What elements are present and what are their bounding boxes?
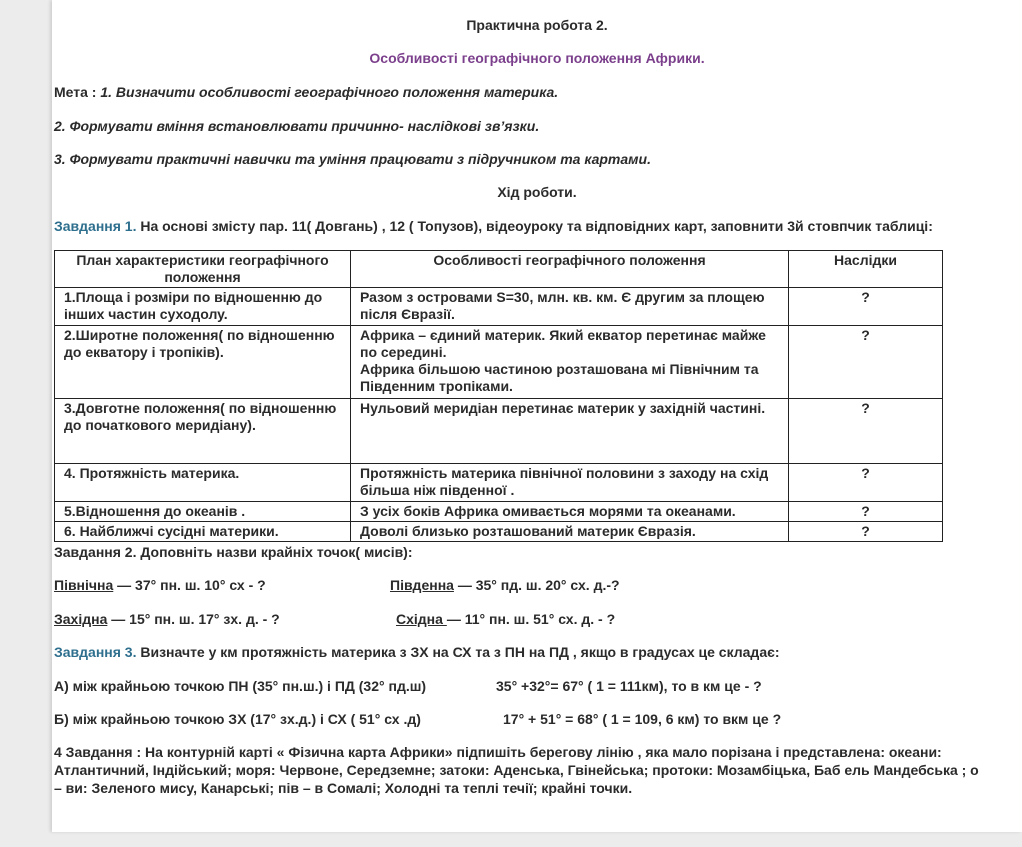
table-row [55,326,943,399]
cell-plan: 1.Площа і розміри по відношенню до інших частин суходолу. [55,288,351,326]
cell-features: Протяжність материка північної половини з заходу на схід більша ніж південної . [351,464,789,502]
cell-features [351,326,789,399]
task3-label: Завдання 3. [54,644,137,660]
south-point [390,577,620,594]
goal-item-1: 1. Визначити особливості географічного положення материка. [100,84,559,100]
progress-heading: Хід роботи. [497,184,577,200]
south-label: Південна [390,577,454,593]
page-subtitle: Особливості географічного положення Африки. [369,50,705,66]
cell-features: Доволі близько розташований материк Євразія. [351,522,789,542]
header-features: Особливості географічного положення [351,251,789,288]
task1-label: Завдання 1. [54,218,137,234]
north-point [54,577,266,594]
north-text: — 37° пн. ш. 10° сх - ? [113,577,266,593]
goal-label: Мета : [54,84,101,100]
cell-plan: 5.Відношення до океанів . [55,502,351,522]
table-header-row [55,251,943,288]
table-row [55,522,943,542]
task3-text: Визначте у км протяжність материка з ЗХ на СХ та з ПН на ПД , якщо в градусах це складає: [136,644,780,660]
west-point [54,611,280,628]
cell-features-line-1: Африка – єдиний материк. Який екватор перетинає майже по середині. [360,327,766,360]
cell-result: ? [789,326,943,399]
cell-result: ? [789,522,943,542]
table-row [55,464,943,502]
task2-label: Завдання 2. Доповніть назви крайніх точок( мисів): [54,544,413,560]
goal-line-1 [54,84,558,101]
task3-line [54,644,780,661]
task4-line-1: 4 Завдання : На контурній карті « Фізична карта Африки» підпишіть берегову лінію , яка мало порізана і представлена: океани: [54,744,942,760]
header-result: Наслідки [789,251,943,288]
task4-line-2: Атлантичний, Індійський; моря: Червоне, Середземне; затоки: Аденська, Гвінейська; протоки: Мозамбіцька, Баб ель Мандебська ; о [54,762,979,778]
task3-b-text: Б) між крайньою точкою ЗХ (17° зх.д.) і СХ ( 51° сх .д) [54,711,421,727]
header-plan: План характеристики географічного положення [55,251,351,288]
cell-features: Нульовий меридіан перетинає материк у західній частині. [351,399,789,464]
cell-plan: 6. Найближчі сусідні материки. [55,522,351,542]
east-text: — 11° пн. ш. 51° сх. д. - ? [446,611,616,627]
west-label: Західна [54,611,108,627]
cell-result: ? [789,399,943,464]
east-label: Східна [396,611,447,627]
cell-features: Разом з островами S=30, млн. кв. км. Є другим за площею після Євразії. [351,288,789,326]
west-text: — 15° пн. ш. 17° зх. д. - ? [107,611,280,627]
characteristics-table [54,250,943,542]
task4-line-3: – ви: Зеленого мису, Канарські; пів – в Сомалі; Холодні та теплі течії; крайні точки. [54,780,633,796]
task1-text: На основі змісту пар. 11( Довгань) , 12 ( Топузов), відеоуроку та відповідних карт, заповнити 3й стовпчик таблиці: [136,218,933,234]
cell-features-line-2: Африка більшою частиною розташована мі Північним та Південним тропіками. [360,361,759,394]
cell-plan: 2.Широтне положення( по відношенню до екватору і тропіків). [55,326,351,399]
goal-item-3: 3. Формувати практичні навички та уміння працювати з підручником та картами. [54,151,651,167]
task3-a-text: А) між крайньою точкою ПН (35° пн.ш.) і ПД (32° пд.ш) [54,678,427,694]
north-label: Північна [54,577,114,593]
goal-item-2: 2. Формувати вміння встановлювати причинно- наслідкові зв’язки. [54,118,540,134]
table-row [55,399,943,464]
cell-features: З усіх боків Африка омивається морями та океанами. [351,502,789,522]
table-row [55,288,943,326]
table-row [55,502,943,522]
cell-result: ? [789,502,943,522]
task1-line [54,218,933,235]
cell-result: ? [789,464,943,502]
east-point [396,611,615,628]
task2-heading [54,544,413,561]
cell-plan: 4. Протяжність материка. [55,464,351,502]
south-text: — 35° пд. ш. 20° сх. д.-? [453,577,620,593]
document-page [52,0,1022,832]
task3-b-calc: 17° + 51° = 68° ( 1 = 109, 6 км) то вкм це ? [503,711,782,727]
task3-a-calc: 35° +32°= 67° ( 1 = 111км), то в км це - ? [496,678,762,694]
cell-plan: 3.Довготне положення( по відношенню до початкового меридіану). [55,399,351,464]
page-title: Практична робота 2. [466,17,608,33]
cell-result: ? [789,288,943,326]
